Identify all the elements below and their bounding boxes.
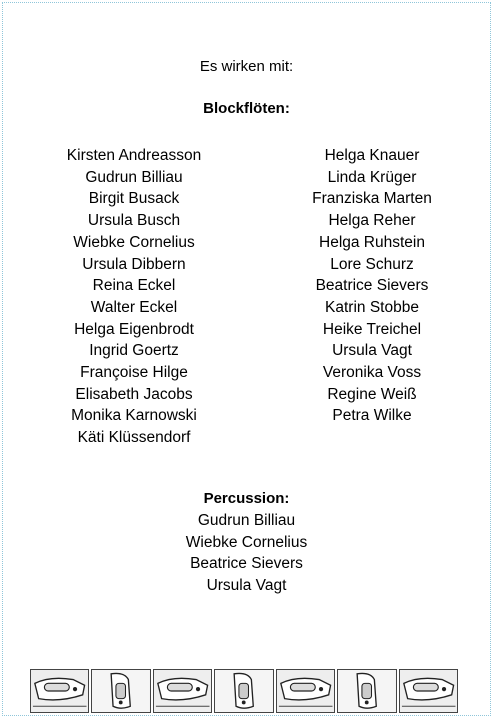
performer-name: Katrin Stobbe [325,298,419,316]
performer-name: Helga Reher [328,212,416,230]
performer-name: Heike Treichel [322,320,422,338]
performer-name: Helga Knauer [324,147,420,164]
performer-name: Beatrice Sievers [190,555,303,573]
intro-text: Es wirken mit: [199,58,294,75]
footer-ornament-tile [399,669,458,713]
performer-name: Franziska Marten [312,190,432,208]
performer-name: Monika Karnowski [71,407,197,425]
performer-name: Françoise Hilge [80,364,188,382]
performer-name: Wiebke Cornelius [185,533,308,551]
performer-name: Walter Eckel [90,298,178,316]
percussion-heading: Percussion: [203,490,290,507]
footer-ornament-tile [30,669,89,713]
performer-name: Reina Eckel [92,277,176,295]
performer-name: Veronika Voss [322,364,422,382]
performer-name: Käti Klüssendorf [77,429,191,447]
performer-name: Ursula Dibbern [82,255,186,273]
performer-name: Wiebke Cornelius [73,233,195,251]
performer-name: Linda Krüger [327,168,417,186]
performer-name: Lore Schurz [330,255,414,273]
decorative-footer-border [30,669,458,713]
performer-name: Birgit Busack [88,190,180,208]
performer-name: Elisabeth Jacobs [75,385,193,403]
performer-name: Beatrice Sievers [315,277,429,295]
blockfloeten-heading: Blockflöten: [203,100,290,117]
performer-name: Ursula Vagt [206,577,287,595]
performer-name: Gudrun Billiau [197,512,296,529]
blockfloeten-left-column [34,145,234,449]
performer-name: Ursula Busch [87,212,181,230]
footer-ornament-tile [153,669,212,713]
footer-ornament-tile [91,669,150,713]
footer-ornament-tile [276,669,335,713]
performer-name: Helga Eigenbrodt [74,320,194,338]
performer-name: Ursula Vagt [332,342,412,360]
performer-name: Gudrun Billiau [85,168,183,186]
footer-ornament-tile [214,669,273,713]
performer-name: Kirsten Andreasson [66,147,202,164]
percussion-list [3,510,490,597]
footer-ornament-tile [337,669,396,713]
blockfloeten-right-column [272,145,472,427]
performer-name: Helga Ruhstein [319,233,425,251]
program-page [2,2,491,716]
performer-name: Regine Weiß [327,385,417,403]
performer-name: Ingrid Goertz [89,342,179,360]
performer-name: Petra Wilke [332,407,412,425]
